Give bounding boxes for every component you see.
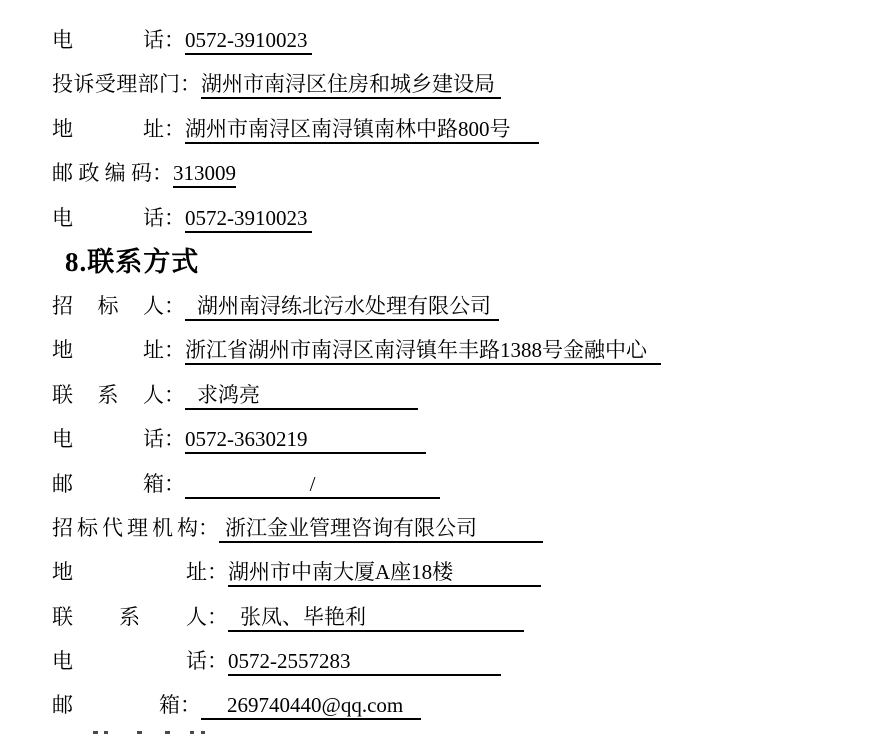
field-row-phone xyxy=(52,27,888,71)
field-value-underlined: 0572-3910023 xyxy=(185,27,312,55)
field-row-tenderer xyxy=(52,293,888,337)
label-colon: ： xyxy=(180,693,201,718)
label-colon: ： xyxy=(180,72,201,97)
label-colon: ： xyxy=(207,604,228,629)
field-row-phone-2 xyxy=(52,205,888,249)
field-label: 招标代理机构 xyxy=(52,515,198,540)
field-label: 投诉受理部门 xyxy=(52,72,180,97)
label-colon: ： xyxy=(164,205,185,230)
field-row-tenderer-address xyxy=(52,337,888,381)
field-label: 邮箱 xyxy=(52,471,164,496)
field-value-underlined: 313009 xyxy=(173,160,236,188)
label-colon: ： xyxy=(207,560,228,585)
field-label: 电话 xyxy=(52,427,164,452)
field-value-underlined: 张凤、毕艳利 xyxy=(228,604,524,632)
field-row-agency-email xyxy=(52,692,888,734)
field-row-tenderer-phone xyxy=(52,426,888,470)
field-label: 地址 xyxy=(52,116,164,141)
field-row-tenderer-email xyxy=(52,471,888,515)
field-row-agency xyxy=(52,515,888,559)
label-colon: ： xyxy=(164,338,185,363)
field-label: 电话 xyxy=(52,649,207,674)
field-row-agency-address xyxy=(52,559,888,603)
label-colon: ： xyxy=(164,28,185,52)
field-value-underlined: 0572-2557283 xyxy=(228,648,501,676)
field-label: 电话 xyxy=(52,28,164,52)
field-label: 地址 xyxy=(52,338,164,363)
section-heading-contact-info: 8.联系方式 xyxy=(65,246,200,277)
field-value-underlined: 湖州南浔练北污水处理有限公司 xyxy=(185,293,499,321)
field-label: 招标人 xyxy=(52,293,164,318)
label-colon: ： xyxy=(164,293,185,318)
label-colon: ： xyxy=(198,515,219,540)
field-value-underlined: 269740440@qq.com xyxy=(201,692,421,720)
field-row-complaint-dept xyxy=(52,71,888,115)
label-colon: ： xyxy=(152,161,173,186)
field-label: 邮政编码 xyxy=(52,161,152,186)
field-value-underlined: 求鸿亮 xyxy=(185,382,418,410)
field-value-underlined: / xyxy=(185,471,440,499)
field-value-underlined: 浙江金业管理咨询有限公司 xyxy=(219,515,543,543)
label-colon: ： xyxy=(164,382,185,407)
label-colon: ： xyxy=(164,427,185,452)
field-value-underlined: 湖州市中南大厦A座18楼 xyxy=(228,559,541,587)
field-row-tenderer-contact-person xyxy=(52,382,888,426)
field-label: 地址 xyxy=(52,560,207,585)
field-label: 电话 xyxy=(52,205,164,230)
field-row-agency-phone xyxy=(52,648,888,692)
field-label: 邮箱 xyxy=(52,693,180,718)
label-colon: ： xyxy=(164,471,185,496)
label-colon: ： xyxy=(207,649,228,674)
field-row-agency-contact-person xyxy=(52,604,888,648)
field-label: 联系人 xyxy=(52,382,164,407)
field-value-underlined: 0572-3630219 xyxy=(185,426,426,454)
field-value-underlined: 0572-3910023 xyxy=(185,205,312,233)
label-colon: ： xyxy=(164,116,185,141)
clipped-next-line-fragment xyxy=(0,730,888,734)
field-value-underlined: 湖州市南浔区南浔镇南林中路800号 xyxy=(185,116,539,144)
field-row-postal-code xyxy=(52,160,888,204)
field-label: 联系人 xyxy=(52,604,207,629)
field-value-underlined: 湖州市南浔区住房和城乡建设局 xyxy=(201,71,501,99)
field-value-underlined: 浙江省湖州市南浔区南浔镇年丰路1388号金融中心 xyxy=(185,337,661,365)
field-row-address xyxy=(52,116,888,160)
